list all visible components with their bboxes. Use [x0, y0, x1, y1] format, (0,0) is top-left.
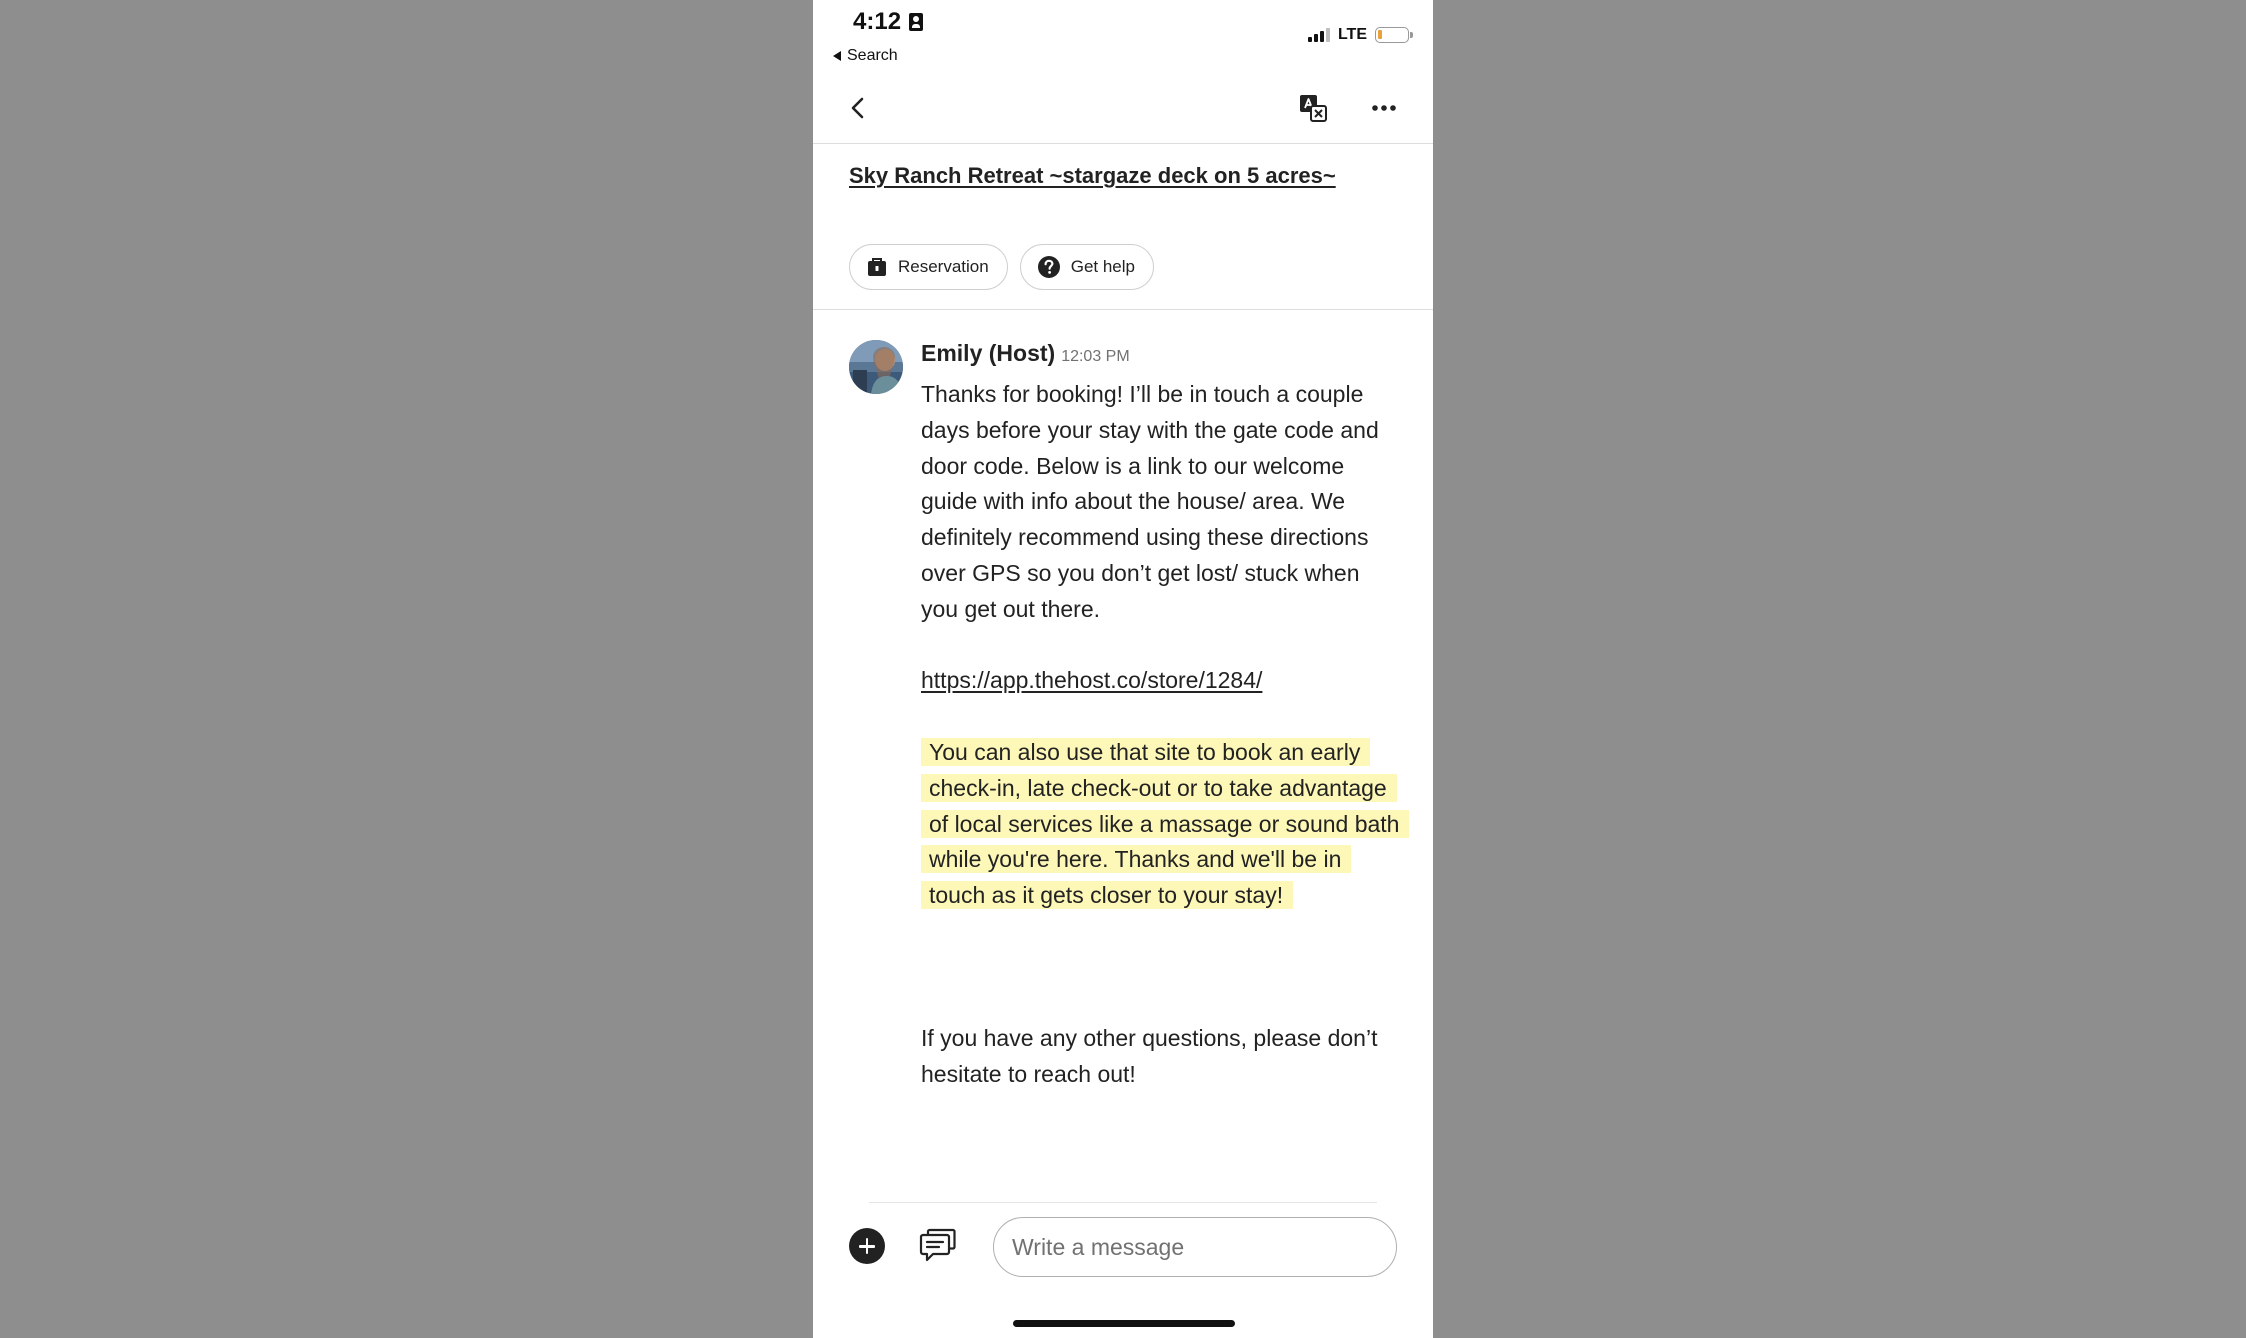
reservation-label: Reservation — [898, 257, 989, 276]
host-avatar[interactable] — [849, 340, 903, 394]
avatar-photo — [849, 340, 903, 394]
welcome-guide-link[interactable]: https://app.thehost.co/store/1284/ — [921, 667, 1263, 694]
translate-button[interactable] — [1297, 92, 1329, 124]
closing-paragraph: If you have any other questions, please don’t hesitate to reach out! — [921, 1025, 1378, 1088]
chips-divider — [813, 309, 1433, 310]
quick-replies-button[interactable] — [919, 1228, 957, 1264]
message-time: 12:03 PM — [1061, 348, 1130, 365]
header-divider — [813, 143, 1433, 144]
message-header — [921, 340, 1130, 367]
sender-name: Emily (Host) — [921, 340, 1056, 366]
add-attachment-button[interactable] — [849, 1228, 885, 1264]
back-button[interactable] — [843, 93, 873, 123]
network-label: LTE — [1337, 26, 1367, 43]
back-to-app-link[interactable] — [833, 47, 898, 65]
action-chips — [849, 244, 1154, 290]
message-paragraph: Thanks for booking! I’ll be in touch a couple days before your stay with the gate code and door code. Below is a link to our welcome guide with info about the house/ area. We definitely recommend using these directions over GPS so you don’t get lost/ stuck when you get out there. — [921, 381, 1379, 622]
status-indicators — [1308, 26, 1409, 44]
message-input[interactable] — [993, 1217, 1397, 1277]
message-body — [921, 377, 1401, 1093]
get-help-button[interactable] — [1020, 244, 1154, 290]
status-time-label: 4:12 — [853, 8, 902, 35]
battery-icon — [1375, 27, 1409, 43]
help-icon — [1037, 255, 1061, 279]
home-indicator[interactable] — [1013, 1320, 1235, 1327]
listing-title-link[interactable]: Sky Ranch Retreat ~stargaze deck on 5 acres~ — [849, 163, 1336, 188]
translate-icon — [1297, 92, 1329, 124]
signal-icon — [1308, 28, 1330, 42]
composer-divider — [869, 1202, 1377, 1203]
highlighted-text: You can also use that site to book an early check-in, late check-out or to take advantage of local services like a massage or sound bath while you're here. Thanks and we'll be in touch as it gets closer to your stay! — [921, 738, 1409, 909]
chevron-left-icon — [843, 93, 873, 123]
get-help-label: Get help — [1070, 257, 1135, 276]
chat-bubbles-icon — [919, 1228, 957, 1264]
contact-card-icon — [909, 13, 923, 31]
back-to-app-label: Search — [847, 47, 898, 64]
back-triangle-icon — [833, 51, 841, 61]
more-options-button[interactable] — [1368, 92, 1400, 124]
status-time — [853, 8, 923, 36]
reservation-button[interactable] — [849, 244, 1008, 290]
ellipsis-icon — [1368, 92, 1400, 124]
phone-screen — [813, 0, 1433, 1338]
briefcase-icon — [866, 256, 888, 278]
